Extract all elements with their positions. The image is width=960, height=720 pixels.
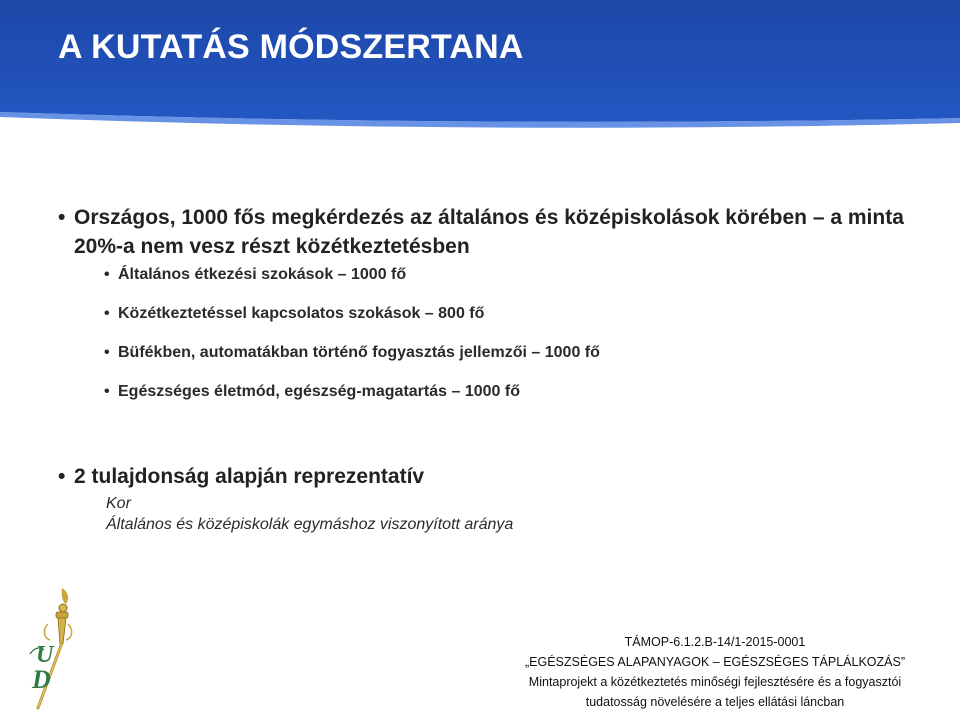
list-item-text: Büfékben, automatákban történő fogyasztás jellemzői – 1000 fő [118, 344, 600, 361]
bullet-icon: • [58, 465, 66, 488]
sample-topics-list [104, 265, 938, 421]
bullet-icon: • [104, 305, 110, 322]
list-item-text: Általános étkezési szokások – 1000 fő [118, 266, 407, 283]
main-bullet-representative-text: 2 tulajdonság alapján reprezentatív [74, 465, 425, 488]
slide-body [58, 203, 938, 535]
main-bullet-representative [58, 462, 938, 491]
list-item [104, 343, 938, 382]
bullet-icon: • [104, 383, 110, 400]
list-item: Kor [106, 495, 131, 512]
svg-text:D: D [32, 665, 51, 694]
list-item-text: Egészséges életmód, egészség-magatartás – 1000 fő [118, 383, 520, 400]
project-code: TÁMOP-6.1.2.B-14/1-2015-0001 [624, 635, 806, 649]
bullet-icon: • [104, 266, 110, 283]
title-banner-shape [0, 0, 960, 140]
slide-title: A KUTATÁS MÓDSZERTANA [58, 28, 524, 66]
title-banner [0, 0, 960, 140]
list-item [104, 304, 938, 343]
list-item [104, 265, 938, 304]
bullet-icon: • [104, 344, 110, 361]
bullet-icon: • [58, 206, 66, 229]
main-bullet-sample-text: Országos, 1000 fős megkérdezés az általános és középiskolások körében – a minta 20%-a nem vesz részt közétkeztetésben [74, 206, 904, 258]
project-description-line2: tudatosság növelésére a teljes ellátási láncban [585, 695, 845, 709]
list-item: Általános és középiskolák egymáshoz viszonyított aránya [106, 516, 514, 533]
project-title: „EGÉSZSÉGES ALAPANYAGOK – EGÉSZSÉGES TÁPLÁLKOZÁS” [525, 655, 905, 669]
logo-graphic [18, 584, 80, 714]
university-scepter-logo [18, 584, 80, 714]
representative-properties-list [106, 493, 938, 535]
svg-text:U: U [36, 642, 54, 668]
list-item [104, 382, 938, 421]
project-description-line1: Mintaprojekt a közétkeztetés minőségi fejlesztésére és a fogyasztói [528, 675, 902, 689]
list-item-text: Közétkeztetéssel kapcsolatos szokások – 800 fő [118, 305, 485, 322]
project-footer [470, 632, 960, 712]
main-bullet-sample [58, 203, 938, 261]
